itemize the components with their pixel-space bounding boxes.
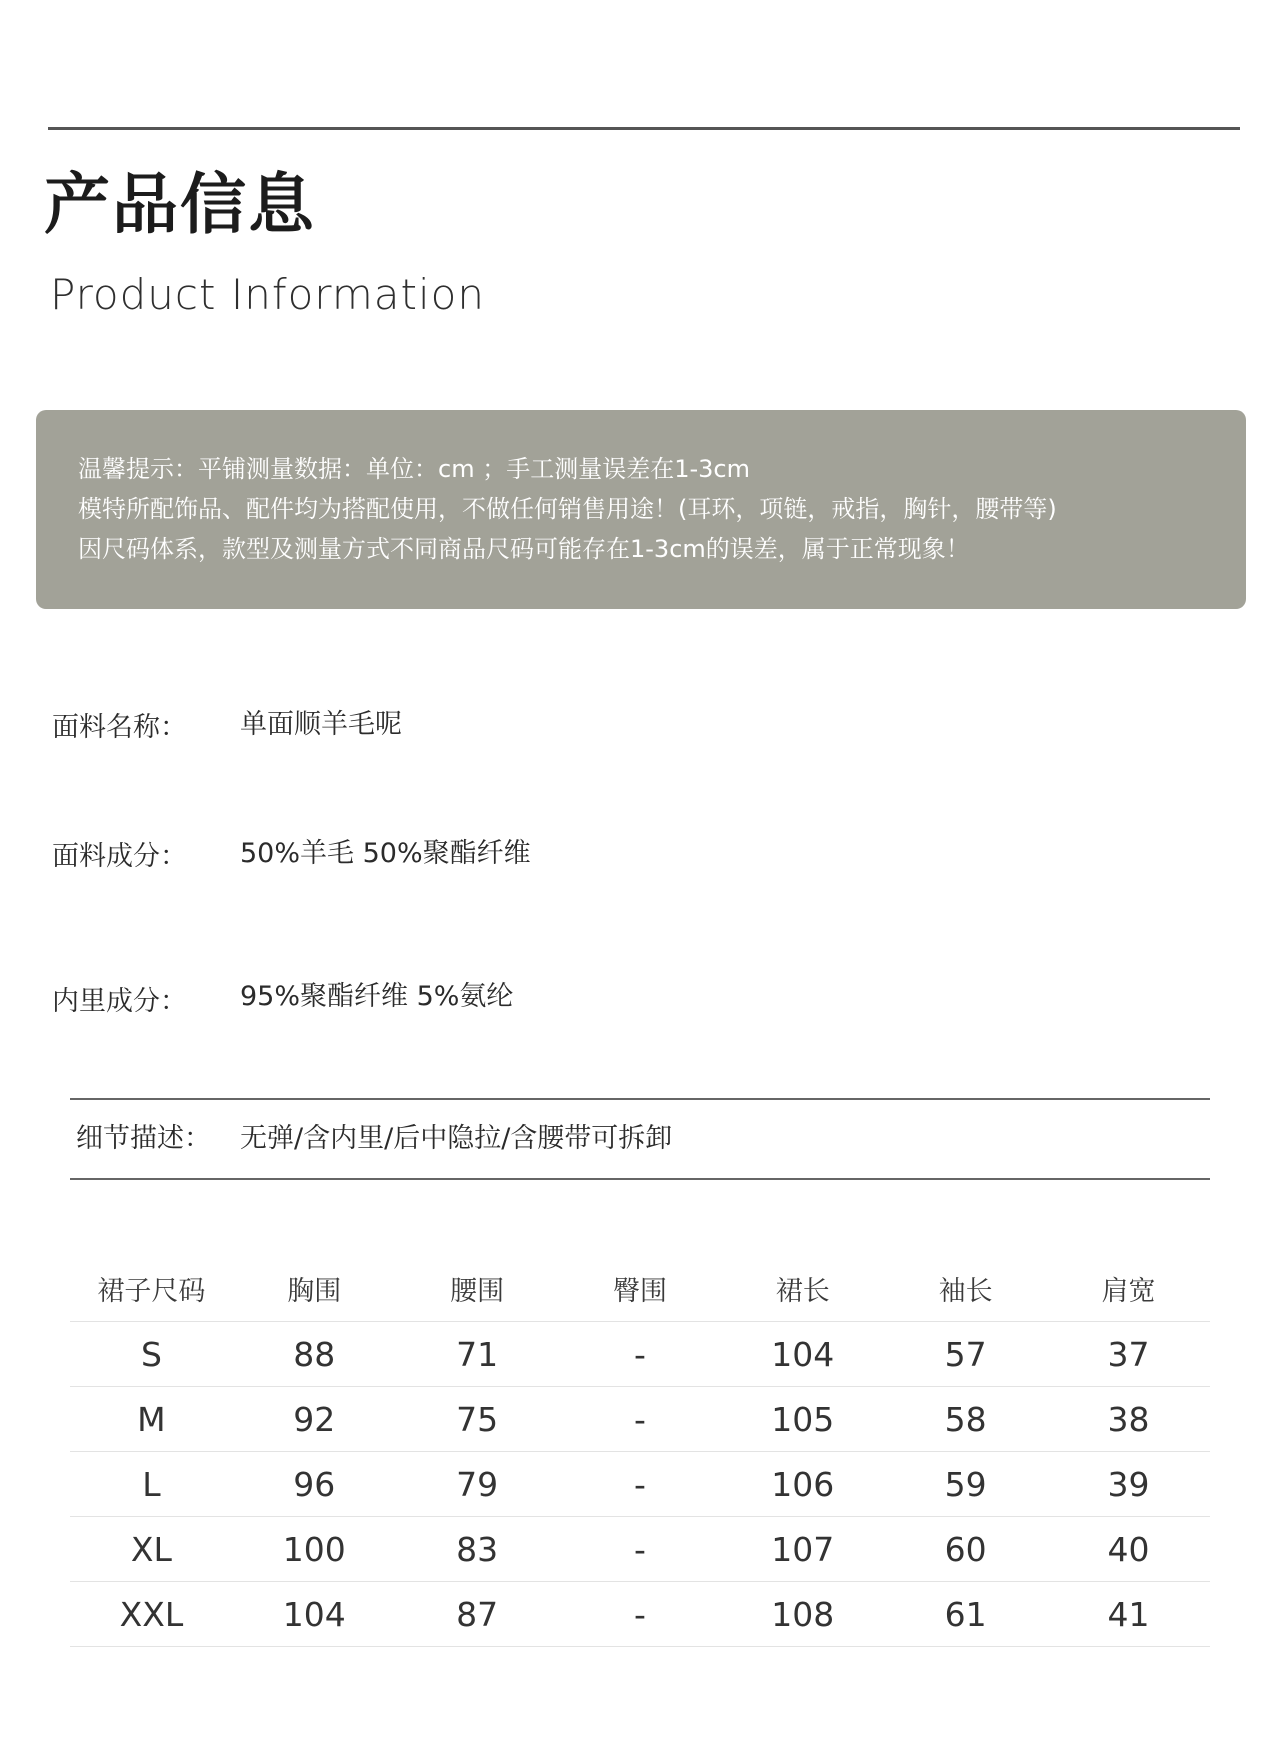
header-hip: 臀围 — [559, 1256, 722, 1322]
table-row — [70, 1322, 1210, 1387]
table-row — [70, 1387, 1210, 1452]
table-cell: - — [559, 1387, 722, 1452]
table-cell: - — [559, 1517, 722, 1582]
fabric-composition-value: 50%羊毛 50%聚酯纤维 — [240, 838, 531, 869]
size-table-header — [70, 1256, 1210, 1322]
table-cell: 105 — [721, 1387, 884, 1452]
table-cell: L — [70, 1452, 233, 1517]
table-cell: 108 — [721, 1582, 884, 1647]
header-length: 裙长 — [721, 1256, 884, 1322]
table-cell: 106 — [721, 1452, 884, 1517]
table-cell: 104 — [721, 1322, 884, 1387]
table-cell: - — [559, 1582, 722, 1647]
notice-box — [36, 410, 1246, 609]
table-cell: 37 — [1047, 1322, 1210, 1387]
page-title: 产品信息 — [44, 166, 316, 243]
size-table — [70, 1256, 1210, 1647]
table-cell: 41 — [1047, 1582, 1210, 1647]
table-row — [70, 1517, 1210, 1582]
header-size: 裙子尺码 — [70, 1256, 233, 1322]
lining-composition-label: 内里成分： — [52, 986, 187, 1017]
notice-line: 温馨提示：平铺测量数据：单位：cm ；手工测量误差在1-3cm — [78, 455, 750, 483]
table-cell: XXL — [70, 1582, 233, 1647]
fabric-name-label: 面料名称： — [52, 712, 187, 743]
table-cell: 59 — [884, 1452, 1047, 1517]
notice-line: 模特所配饰品、配件均为搭配使用，不做任何销售用途！(耳环，项链，戒指，胸针，腰带等) — [78, 495, 1057, 523]
table-cell: S — [70, 1322, 233, 1387]
top-divider — [48, 127, 1240, 130]
table-cell: 87 — [396, 1582, 559, 1647]
table-cell: 38 — [1047, 1387, 1210, 1452]
detail-value: 无弹/含内里/后中隐拉/含腰带可拆卸 — [240, 1123, 673, 1154]
header-waist: 腰围 — [396, 1256, 559, 1322]
table-row — [70, 1582, 1210, 1647]
table-cell: 71 — [396, 1322, 559, 1387]
notice-line: 因尺码体系，款型及测量方式不同商品尺码可能存在1-3cm的误差，属于正常现象！ — [78, 535, 970, 563]
fabric-composition-label: 面料成分： — [52, 841, 187, 872]
table-cell: M — [70, 1387, 233, 1452]
table-cell: 92 — [233, 1387, 396, 1452]
table-cell: 39 — [1047, 1452, 1210, 1517]
header-bust: 胸围 — [233, 1256, 396, 1322]
detail-top-divider — [70, 1098, 1210, 1100]
table-cell: 75 — [396, 1387, 559, 1452]
table-cell: - — [559, 1322, 722, 1387]
table-cell: 83 — [396, 1517, 559, 1582]
table-cell: 61 — [884, 1582, 1047, 1647]
table-cell: - — [559, 1452, 722, 1517]
fabric-name-value: 单面顺羊毛呢 — [240, 709, 402, 740]
table-cell: 57 — [884, 1322, 1047, 1387]
detail-label: 细节描述： — [76, 1123, 211, 1154]
page-subtitle: Product Information — [50, 270, 485, 319]
table-row — [70, 1452, 1210, 1517]
lining-composition-value: 95%聚酯纤维 5%氨纶 — [240, 981, 514, 1012]
table-cell: 107 — [721, 1517, 884, 1582]
table-cell: XL — [70, 1517, 233, 1582]
table-cell: 96 — [233, 1452, 396, 1517]
table-cell: 104 — [233, 1582, 396, 1647]
table-cell: 100 — [233, 1517, 396, 1582]
header-sleeve: 袖长 — [884, 1256, 1047, 1322]
header-shoulder: 肩宽 — [1047, 1256, 1210, 1322]
table-cell: 58 — [884, 1387, 1047, 1452]
detail-bottom-divider — [70, 1178, 1210, 1180]
table-cell: 60 — [884, 1517, 1047, 1582]
table-cell: 79 — [396, 1452, 559, 1517]
table-cell: 88 — [233, 1322, 396, 1387]
table-cell: 40 — [1047, 1517, 1210, 1582]
